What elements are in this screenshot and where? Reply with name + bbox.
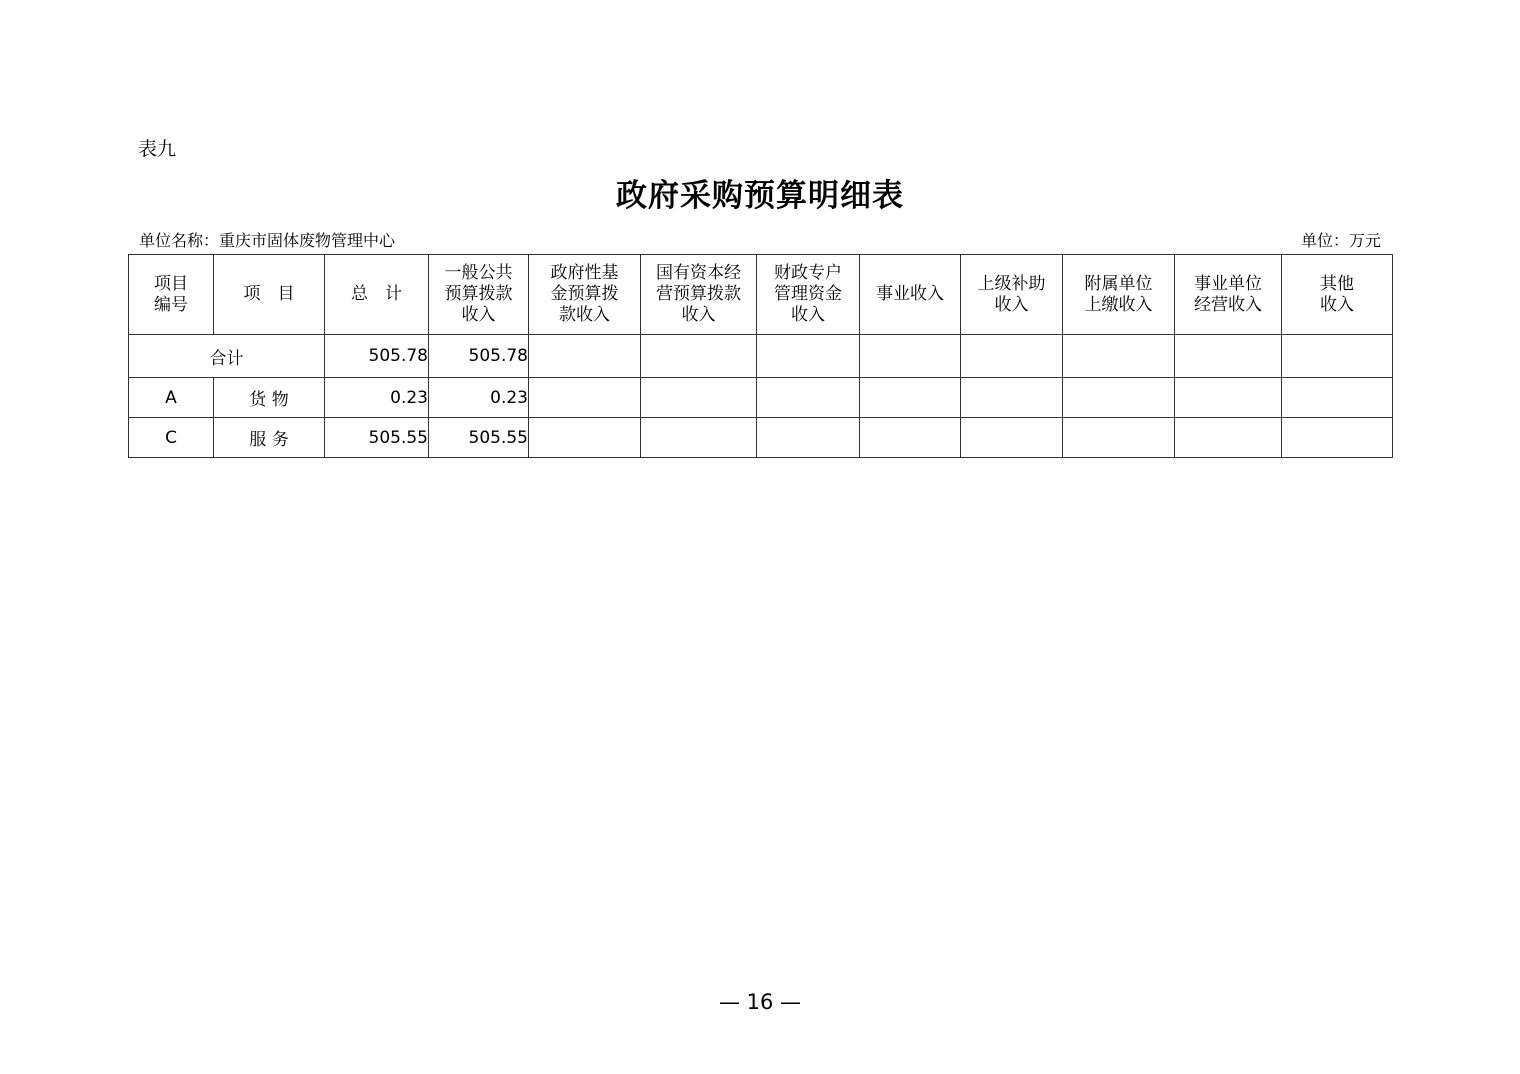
header-superior-subsidy: 上级补助 收入 — [961, 255, 1063, 335]
empty-cell — [757, 335, 860, 378]
empty-cell — [961, 418, 1063, 458]
empty-cell — [961, 378, 1063, 418]
empty-cell — [860, 378, 961, 418]
empty-cell — [961, 335, 1063, 378]
empty-cell — [529, 335, 641, 378]
page-title: 政府采购预算明细表 — [616, 178, 904, 214]
table-row — [129, 378, 1393, 418]
empty-cell — [641, 378, 757, 418]
header-item: 项 目 — [214, 255, 325, 335]
empty-cell — [860, 418, 961, 458]
empty-cell — [1175, 418, 1282, 458]
total-label: 合计 — [129, 335, 325, 378]
procurement-budget-table — [128, 254, 1393, 458]
item-name-cell: 货 物 — [214, 378, 325, 418]
header-affiliate-remittance: 附属单位 上缴收入 — [1063, 255, 1175, 335]
header-code: 项目 编号 — [129, 255, 214, 335]
empty-cell — [641, 335, 757, 378]
header-general-budget: 一般公共 预算拨款 收入 — [429, 255, 529, 335]
empty-cell — [860, 335, 961, 378]
total-cell: 0.23 — [325, 378, 429, 418]
header-operating-income: 事业单位 经营收入 — [1175, 255, 1282, 335]
empty-cell — [1175, 335, 1282, 378]
table-row-total — [129, 335, 1393, 378]
empty-cell — [1282, 378, 1393, 418]
empty-cell — [757, 418, 860, 458]
empty-cell — [1282, 335, 1393, 378]
total-cell: 505.55 — [325, 418, 429, 458]
empty-cell — [641, 418, 757, 458]
empty-cell — [529, 418, 641, 458]
empty-cell — [1175, 378, 1282, 418]
header-other-income: 其他 收入 — [1282, 255, 1393, 335]
item-name-cell: 服 务 — [214, 418, 325, 458]
header-government-fund: 政府性基 金预算拨 款收入 — [529, 255, 641, 335]
general-budget-cell: 0.23 — [429, 378, 529, 418]
header-state-capital: 国有资本经 营预算拨款 收入 — [641, 255, 757, 335]
item-code-cell: A — [129, 378, 214, 418]
empty-cell — [1063, 418, 1175, 458]
unit-name: 单位名称：重庆市固体废物管理中心 — [139, 231, 396, 250]
header-business-income: 事业收入 — [860, 255, 961, 335]
empty-cell — [529, 378, 641, 418]
table-row — [129, 418, 1393, 458]
empty-cell — [1282, 418, 1393, 458]
item-code-cell: C — [129, 418, 214, 458]
header-total: 总 计 — [325, 255, 429, 335]
empty-cell — [1063, 335, 1175, 378]
total-cell: 505.78 — [325, 335, 429, 378]
empty-cell — [757, 378, 860, 418]
unit-label: 单位：万元 — [1300, 231, 1381, 250]
general-budget-cell: 505.78 — [429, 335, 529, 378]
table-label: 表九 — [138, 138, 177, 160]
general-budget-cell: 505.55 — [429, 418, 529, 458]
table-header-row — [129, 255, 1393, 335]
page-number: — 16 — — [718, 990, 802, 1014]
header-special-account: 财政专户 管理资金 收入 — [757, 255, 860, 335]
empty-cell — [1063, 378, 1175, 418]
